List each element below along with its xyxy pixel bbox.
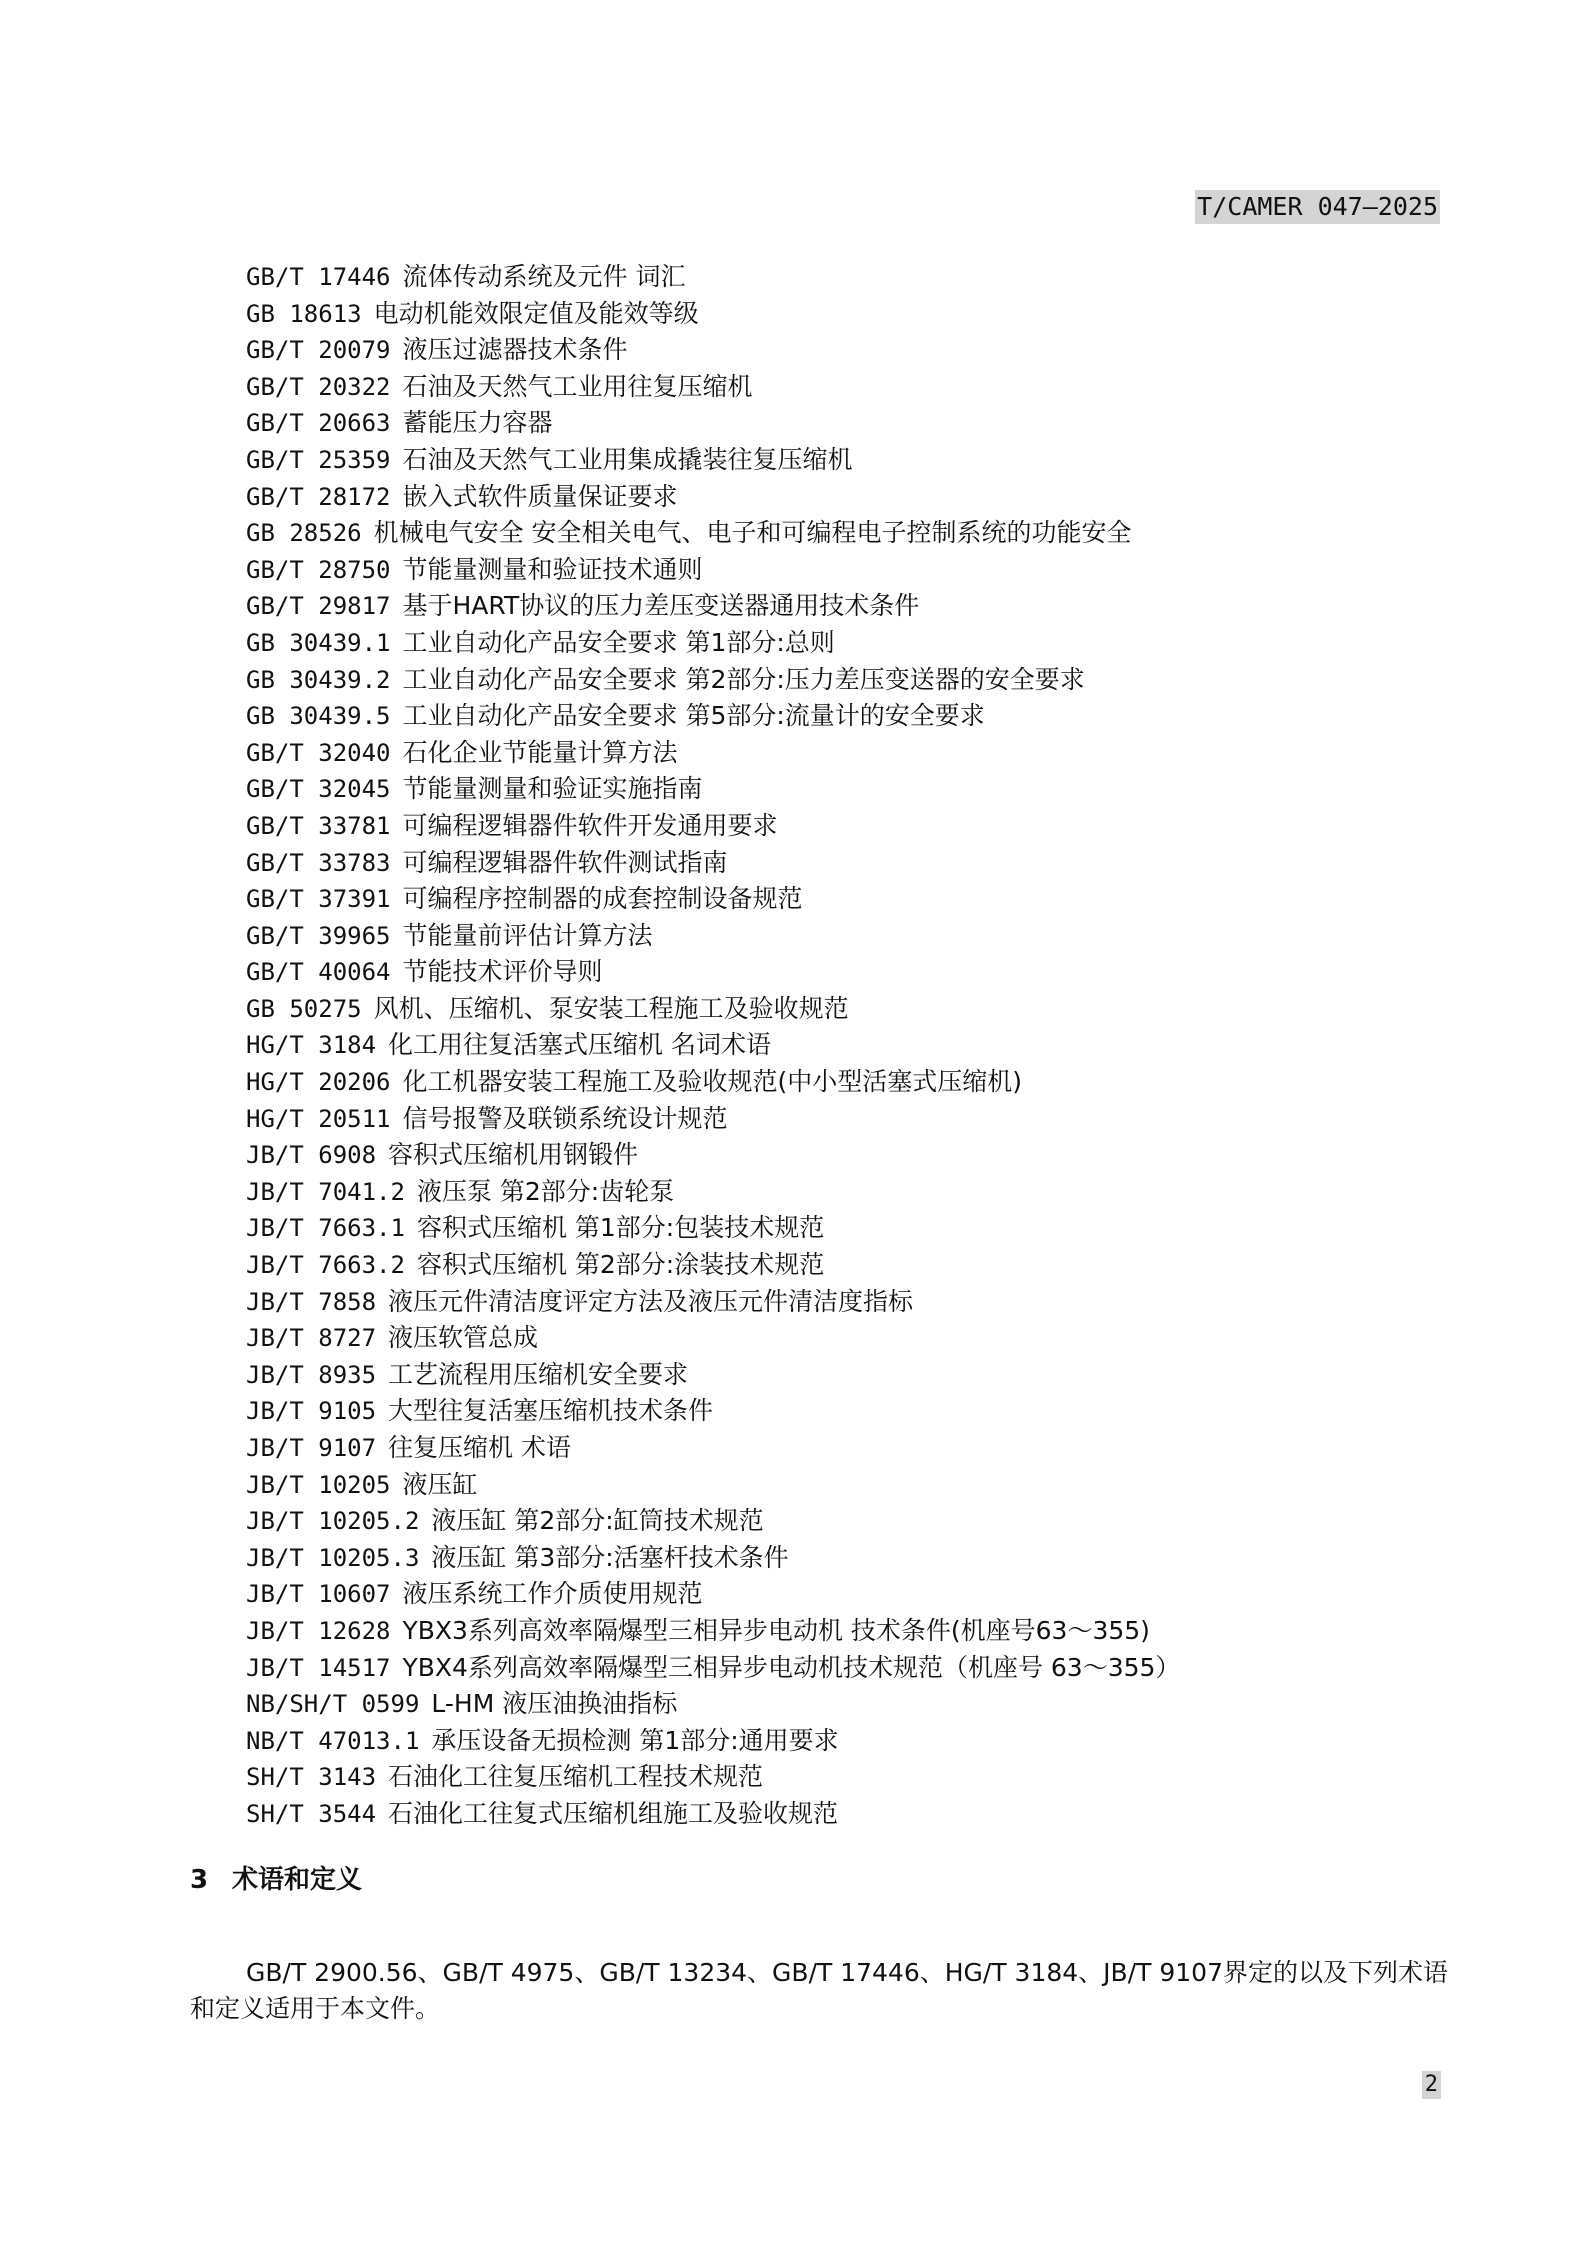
reference-code: JB/T 7663.1 — [246, 1214, 405, 1243]
reference-item — [246, 1430, 1180, 1467]
reference-title: 石化企业节能量计算方法 — [402, 737, 678, 767]
reference-title: 液压软管总成 — [388, 1323, 539, 1353]
reference-item — [246, 1101, 1180, 1138]
reference-title: 液压缸 — [402, 1469, 478, 1499]
reference-title: 节能量前评估计算方法 — [402, 920, 653, 950]
reference-code: SH/T 3143 — [246, 1763, 377, 1792]
reference-code: GB/T 32040 — [246, 738, 391, 767]
reference-code: JB/T 8935 — [246, 1360, 377, 1389]
reference-code: GB 50275 — [246, 994, 362, 1023]
reference-code: JB/T 6908 — [246, 1141, 377, 1170]
reference-title: 风机、压缩机、泵安装工程施工及验收规范 — [373, 993, 849, 1023]
reference-code: GB/T 33781 — [246, 811, 391, 840]
reference-title: 承压设备无损检测 第1部分:通用要求 — [431, 1725, 839, 1755]
reference-item — [246, 1467, 1180, 1504]
reference-item — [246, 1174, 1180, 1211]
reference-item — [246, 845, 1180, 882]
reference-item — [246, 405, 1180, 442]
reference-code: SH/T 3544 — [246, 1799, 377, 1828]
normative-references-list — [246, 259, 1180, 1833]
reference-item — [246, 918, 1180, 955]
reference-item — [246, 1576, 1180, 1613]
reference-item — [246, 1393, 1180, 1430]
page-number: 2 — [1422, 2071, 1441, 2099]
reference-title: 可编程序控制器的成套控制设备规范 — [402, 884, 803, 914]
section-title: 术语和定义 — [232, 1865, 363, 1895]
reference-item — [246, 442, 1180, 479]
reference-item — [246, 1759, 1180, 1796]
reference-code: GB/T 32045 — [246, 775, 391, 804]
reference-title: 工业自动化产品安全要求 第2部分:压力差压变送器的安全要求 — [402, 664, 1085, 694]
reference-code: GB/T 33783 — [246, 848, 391, 877]
reference-item — [246, 735, 1180, 772]
reference-code: GB 28526 — [246, 519, 362, 548]
section-heading — [190, 1862, 362, 1898]
reference-code: GB/T 37391 — [246, 885, 391, 914]
reference-title: 液压系统工作介质使用规范 — [402, 1579, 703, 1609]
reference-item — [246, 1137, 1180, 1174]
document-code: T/CAMER 047—2025 — [1195, 190, 1440, 224]
reference-title: 可编程逻辑器件软件开发通用要求 — [402, 810, 778, 840]
reference-item — [246, 1613, 1180, 1650]
reference-code: JB/T 9107 — [246, 1434, 377, 1462]
reference-code: HG/T 3184 — [246, 1031, 377, 1060]
reference-item — [246, 1796, 1180, 1833]
reference-title: YBX3系列高效率隔爆型三相异步电动机 技术条件(机座号63～355) — [402, 1615, 1150, 1645]
reference-item — [246, 771, 1180, 808]
reference-code: JB/T 12628 — [246, 1616, 391, 1645]
reference-item — [246, 1650, 1180, 1687]
reference-item — [246, 1284, 1180, 1321]
reference-code: JB/T 9105 — [246, 1397, 377, 1426]
reference-code: GB 30439.1 — [246, 628, 391, 657]
reference-title: 液压元件清洁度评定方法及液压元件清洁度指标 — [388, 1286, 914, 1316]
reference-item — [246, 1723, 1180, 1760]
reference-title: 液压缸 第3部分:活塞杆技术条件 — [431, 1542, 789, 1572]
section-paragraph: GB/T 2900.56、GB/T 4975、GB/T 13234、GB/T 17446、HG/T 3184、JB/T 9107界定的以及下列术语和定义适用于本文件。 — [190, 1958, 1448, 2023]
reference-item — [246, 1686, 1180, 1723]
reference-title: 石油及天然气工业用往复压缩机 — [402, 371, 753, 401]
reference-title: 蓄能压力容器 — [402, 408, 553, 438]
reference-item — [246, 1210, 1180, 1247]
reference-item — [246, 332, 1180, 369]
reference-title: 容积式压缩机 第1部分:包装技术规范 — [416, 1213, 825, 1243]
reference-title: 信号报警及联锁系统设计规范 — [402, 1103, 728, 1133]
reference-item — [246, 479, 1180, 516]
reference-item — [246, 1540, 1180, 1577]
reference-code: NB/T 47013.1 — [246, 1726, 420, 1755]
reference-item — [246, 1064, 1180, 1101]
reference-title: 机械电气安全 安全相关电气、电子和可编程电子控制系统的功能安全 — [373, 518, 1132, 548]
reference-code: GB/T 28750 — [246, 555, 391, 584]
reference-item — [246, 991, 1180, 1028]
reference-code: JB/T 14517 — [246, 1653, 391, 1682]
reference-item — [246, 1357, 1180, 1394]
reference-title: 石油及天然气工业用集成撬装往复压缩机 — [402, 444, 853, 474]
reference-code: JB/T 10205 — [246, 1470, 391, 1499]
reference-item — [246, 954, 1180, 991]
reference-title: 容积式压缩机 第2部分:涂装技术规范 — [416, 1250, 825, 1280]
reference-code: GB/T 29817 — [246, 592, 391, 621]
reference-title: 液压缸 第2部分:缸筒技术规范 — [431, 1506, 764, 1536]
reference-code: GB/T 28172 — [246, 482, 391, 511]
reference-title: 基于HART协议的压力差压变送器通用技术条件 — [402, 591, 920, 621]
reference-code: JB/T 10205.2 — [246, 1507, 420, 1536]
reference-title: 化工用往复活塞式压缩机 名词术语 — [388, 1030, 771, 1060]
reference-title: YBX4系列高效率隔爆型三相异步电动机技术规范（机座号 63～355） — [402, 1652, 1181, 1682]
reference-title: L-HM 液压油换油指标 — [431, 1689, 678, 1719]
reference-code: GB/T 40064 — [246, 958, 391, 987]
reference-item — [246, 1503, 1180, 1540]
reference-code: JB/T 7858 — [246, 1287, 377, 1316]
reference-title: 石油化工往复压缩机工程技术规范 — [388, 1762, 764, 1792]
reference-title: 电动机能效限定值及能效等级 — [373, 298, 699, 328]
reference-title: 嵌入式软件质量保证要求 — [402, 481, 678, 511]
reference-code: GB 18613 — [246, 299, 362, 328]
reference-item — [246, 588, 1180, 625]
reference-item — [246, 1247, 1180, 1284]
reference-title: 化工机器安装工程施工及验收规范(中小型活塞式压缩机) — [402, 1067, 1023, 1097]
reference-title: 容积式压缩机用钢锻件 — [388, 1140, 639, 1170]
reference-code: JB/T 10205.3 — [246, 1543, 420, 1572]
reference-item — [246, 662, 1180, 699]
reference-item — [246, 1320, 1180, 1357]
reference-code: JB/T 10607 — [246, 1580, 391, 1609]
reference-code: GB/T 25359 — [246, 445, 391, 474]
reference-title: 工业自动化产品安全要求 第1部分:总则 — [402, 627, 835, 657]
reference-code: GB/T 39965 — [246, 921, 391, 950]
reference-item — [246, 881, 1180, 918]
reference-code: JB/T 8727 — [246, 1324, 377, 1353]
reference-code: GB 30439.2 — [246, 665, 391, 694]
reference-code: HG/T 20206 — [246, 1068, 391, 1097]
reference-title: 工艺流程用压缩机安全要求 — [388, 1359, 689, 1389]
section-number: 3 — [190, 1865, 209, 1895]
reference-code: GB/T 20322 — [246, 372, 391, 401]
reference-title: 节能量测量和验证实施指南 — [402, 774, 703, 804]
reference-code: GB 30439.5 — [246, 702, 391, 731]
reference-title: 可编程逻辑器件软件测试指南 — [402, 847, 728, 877]
reference-code: GB/T 20663 — [246, 409, 391, 438]
reference-item — [246, 698, 1180, 735]
reference-code: GB/T 20079 — [246, 336, 391, 365]
reference-item — [246, 259, 1180, 296]
reference-title: 节能量测量和验证技术通则 — [402, 554, 703, 584]
reference-title: 工业自动化产品安全要求 第5部分:流量计的安全要求 — [402, 701, 985, 731]
reference-code: GB/T 17446 — [246, 263, 391, 291]
reference-item — [246, 552, 1180, 589]
reference-code: JB/T 7041.2 — [246, 1177, 405, 1206]
reference-item — [246, 1027, 1180, 1064]
reference-title: 流体传动系统及元件 词汇 — [402, 262, 686, 291]
reference-item — [246, 515, 1180, 552]
reference-code: HG/T 20511 — [246, 1104, 391, 1133]
reference-code: NB/SH/T 0599 — [246, 1690, 420, 1719]
reference-item — [246, 296, 1180, 333]
reference-code: JB/T 7663.2 — [246, 1251, 405, 1280]
reference-item — [246, 625, 1180, 662]
reference-title: 大型往复活塞压缩机技术条件 — [388, 1396, 714, 1426]
reference-title: 节能技术评价导则 — [402, 957, 603, 987]
reference-title: 液压泵 第2部分:齿轮泵 — [416, 1176, 675, 1206]
reference-item — [246, 369, 1180, 406]
reference-title: 石油化工往复式压缩机组施工及验收规范 — [388, 1798, 839, 1828]
reference-title: 液压过滤器技术条件 — [402, 335, 628, 365]
reference-title: 往复压缩机 术语 — [388, 1433, 571, 1462]
reference-item — [246, 808, 1180, 845]
